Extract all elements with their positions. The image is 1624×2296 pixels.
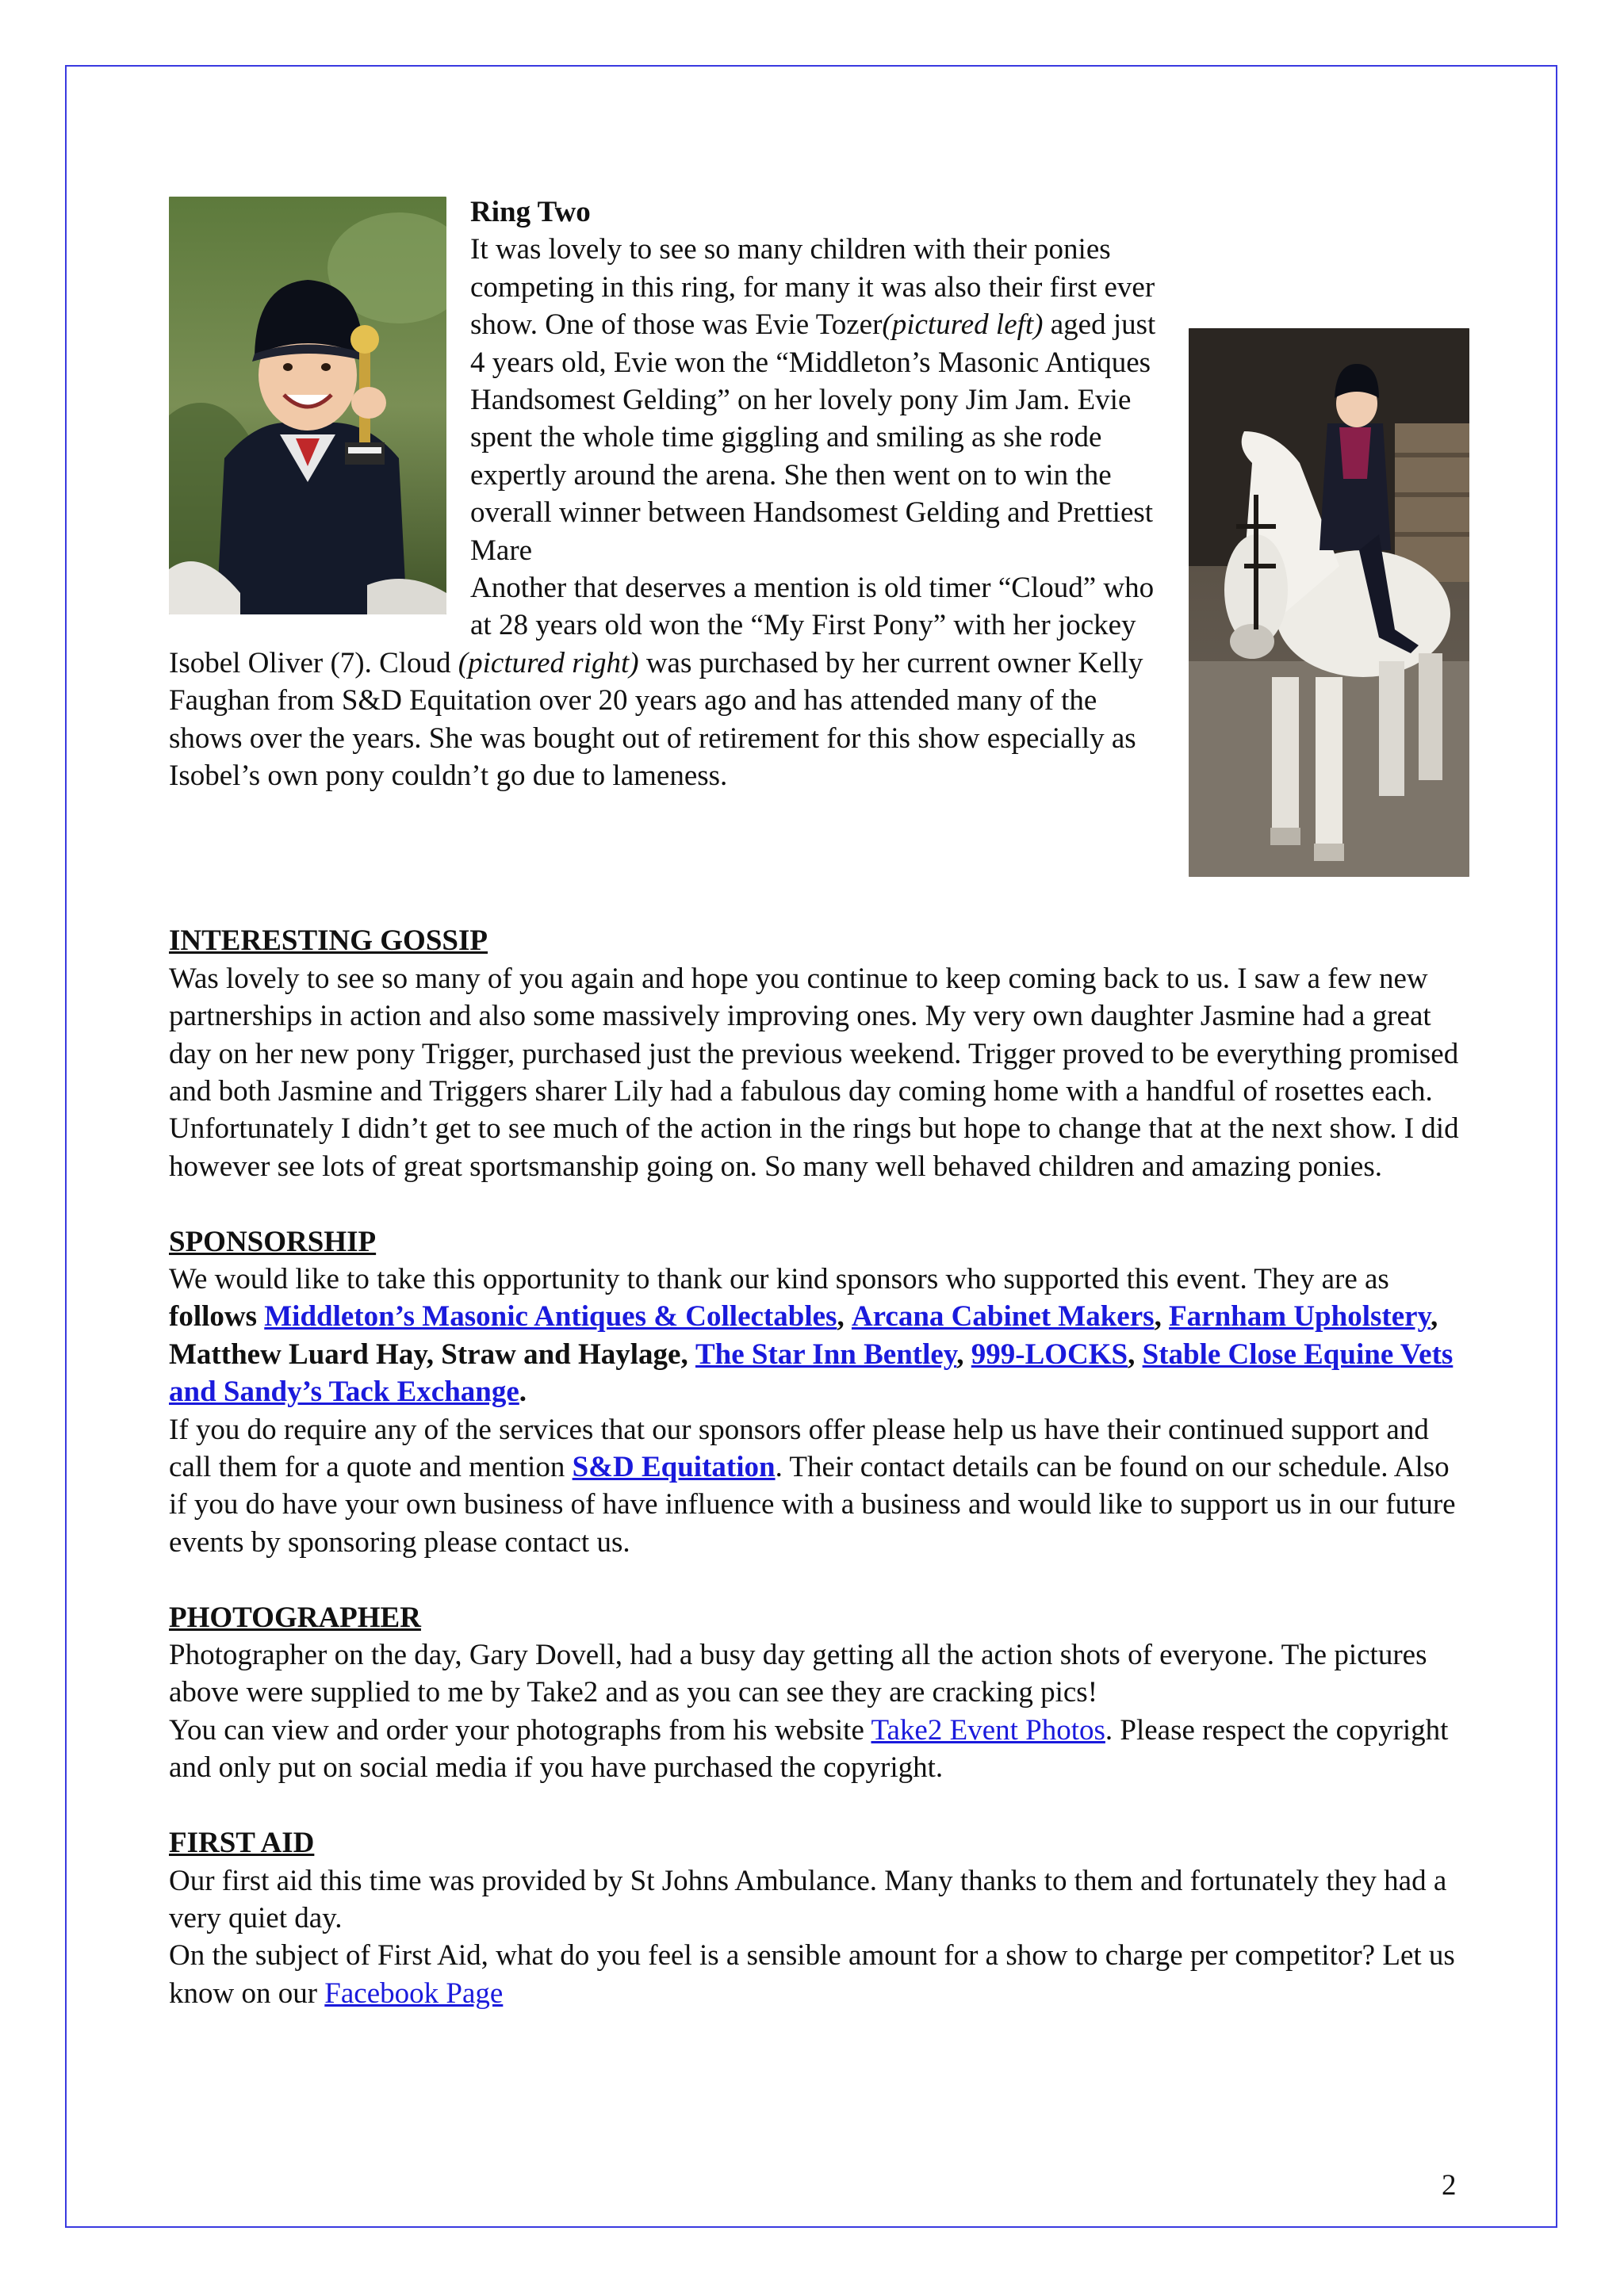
comma: ,: [1431, 1300, 1438, 1334]
gossip-paragraph-2: Unfortunately I didn’t get to see much of the action in the rings but hope to change that at the next show. I did however see lots of great sportsmanship going on. So many well behaved children and amazing ponies.: [169, 1112, 1459, 1183]
comma: ,: [956, 1337, 964, 1371]
text-run: was purchased by her current owner Kelly Faughan from S&D Equitation over 20 years ago and has attended many of the shows over the years. She was bought out of retirement for this show especially as Isobel’s own pony couldn’t go due to lameness.: [169, 646, 1143, 793]
text-run: . Please respect the copyright and only put on social media if you have purchased the copyright.: [169, 1713, 1449, 1785]
photo-evie-tozer: [169, 197, 446, 614]
text-run: It was lovely to see so many children with their ponies competing in this ring, for many it was also their first ever show. One of those was Evie Tozer: [470, 233, 1155, 342]
gossip-paragraph-1: Was lovely to see so many of you again and hope you continue to keep coming back to us. I saw a few new partnerships in action and also some massively improving ones. My very own daughter Jasmine had a great day on her new pony Trigger, purchased just the previous weekend. Trigger proved to be everything promised and both Jasmine and Triggers sharer Lily had a fabulous day coming home with a handful of rosettes each.: [169, 962, 1459, 1108]
text-run: You can view and order your photographs from his website: [169, 1713, 871, 1747]
sponsor-link-sandys-tack[interactable]: and Sandy’s Tack Exchange: [169, 1376, 519, 1409]
facebook-page-link[interactable]: Facebook Page: [324, 1976, 504, 2010]
text-run: If you do require any of the services that our sponsors offer please help us have their continued support and call them for a quote and mention: [169, 1413, 1429, 1484]
ring-two-heading: Ring Two: [470, 196, 591, 228]
comma: ,: [837, 1300, 845, 1334]
first-aid-paragraph-1: Our first aid this time was provided by St Johns Ambulance. Many thanks to them and fortunately they had a very quiet day.: [169, 1864, 1447, 1934]
pictured-right-note: (pictured right): [458, 646, 639, 679]
text-run: We would like to take this opportunity to thank our kind sponsors who supported this event. They are as: [169, 1263, 1389, 1296]
first-aid-paragraph-2: [169, 1937, 1469, 2012]
newsletter-content: [169, 193, 1469, 2012]
sponsor-link-stable-close[interactable]: Stable Close Equine Vets: [1142, 1337, 1454, 1371]
follows-word: follows: [169, 1300, 257, 1334]
full-stop: .: [519, 1376, 527, 1409]
gossip-section: [169, 922, 1469, 1185]
sponsor-link-star-inn[interactable]: The Star Inn Bentley: [695, 1337, 957, 1371]
photographer-heading: PHOTOGRAPHER: [169, 1601, 421, 1634]
first-aid-heading: FIRST AID: [169, 1827, 315, 1860]
text-run: On the subject of First Aid, what do you feel is a sensible amount for a show to charge per competitor? Let us know on our: [169, 1939, 1455, 2010]
photo-cloud-pony: [1189, 328, 1469, 877]
text-run: . Their contact details can be found on our schedule. Also if you do have your own business of have influence with a business and would like to support us in our future events by sponsoring please contact us.: [169, 1451, 1456, 1559]
pictured-left-note: (pictured left): [882, 308, 1044, 342]
photographer-section: [169, 1599, 1469, 1787]
sponsor-link-999-locks[interactable]: 999-LOCKS: [971, 1337, 1128, 1371]
photographer-paragraph-1: Photographer on the day, Gary Dovell, had a busy day getting all the action shots of everyone. The pictures above were supplied to me by Take2 and as you can see they are cracking pics!: [169, 1639, 1427, 1709]
photographer-paragraph-2: [169, 1712, 1469, 1787]
sponsorship-paragraph-1: [169, 1261, 1469, 1411]
sponsor-link-middletons[interactable]: Middleton’s Masonic Antiques & Collectables: [264, 1300, 837, 1334]
sd-equitation-link[interactable]: S&D Equitation: [572, 1451, 776, 1484]
text-run: Another that deserves a mention is old timer “Cloud” who at 28 years old won the “My First Pony” with her jockey Isobel Oliver (7). Cloud: [169, 572, 1155, 679]
sponsor-matthew-luard: Matthew Luard Hay, Straw and Haylage,: [169, 1337, 688, 1371]
text-run: aged just 4 years old, Evie won the “Middleton’s Masonic Antiques Handsomest Gelding” on her lovely pony Jim Jam. Evie spent the whole time giggling and smiling as she rode expertly around the arena. She then went on to win the overall winner between Handsomest Gelding and Prettiest Mare: [470, 308, 1156, 567]
sponsor-link-farnham[interactable]: Farnham Upholstery: [1169, 1300, 1431, 1334]
sponsorship-section: [169, 1223, 1469, 1562]
gossip-heading: INTERESTING GOSSIP: [169, 924, 488, 958]
first-aid-section: [169, 1824, 1469, 2012]
sponsorship-heading: SPONSORSHIP: [169, 1225, 377, 1258]
comma: ,: [1128, 1337, 1136, 1371]
sponsor-link-arcana[interactable]: Arcana Cabinet Makers: [851, 1300, 1155, 1334]
sponsorship-paragraph-2: [169, 1411, 1469, 1562]
comma: ,: [1154, 1300, 1162, 1334]
page-number: 2: [1442, 2169, 1457, 2202]
take2-photos-link[interactable]: Take2 Event Photos: [871, 1713, 1105, 1747]
